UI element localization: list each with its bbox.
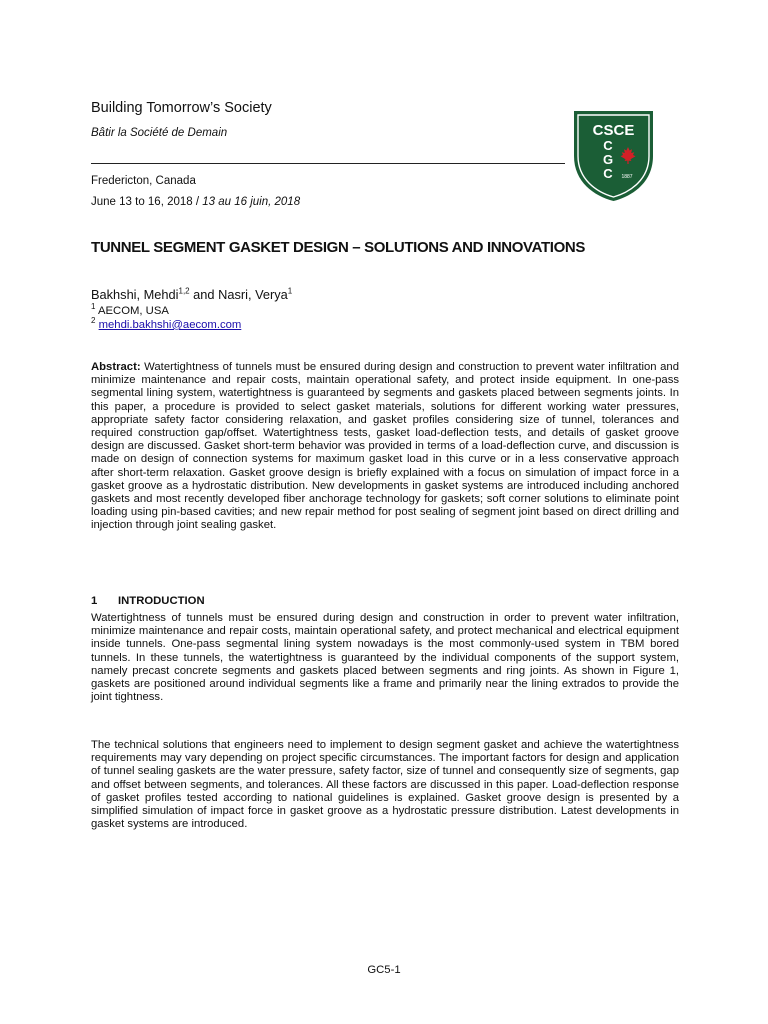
section-heading-introduction [91, 595, 205, 607]
author-separator: and [189, 287, 219, 302]
conference-location: Fredericton, Canada [91, 175, 196, 187]
conference-title: Building Tomorrow’s Society [91, 100, 272, 116]
affiliation-2-marker: 2 [91, 316, 96, 326]
intro-paragraph-1: Watertightness of tunnels must be ensured during design and construction in order to prevent water infiltration, minimize maintenance and repair costs, maintain operational safety, and protect mechanical and electrical equipment inside tunnels. One-pass segmental lining system nowadays is the most commonly-used system in TBM bored tunnels. In these tunnels, the watertightness is guaranteed by the individual components of the support system, namely precast concrete segments and gaskets placed between segments and ring joints. As shown in Figure 1, gaskets are positioned around individual segments like a frame and primarily near the lining extrados to provide the joint tightness. [91, 612, 679, 704]
author-2: Nasri, Verya [218, 287, 288, 302]
abstract-text: Watertightness of tunnels must be ensured during design and construction to prevent water infiltration and minimize maintenance and repair costs, maintain operational safety, and protect inside equipment. In one-pass segmental lining system, watertightness is guaranteed by segments and gaskets placed between segments joints. In this paper, a procedure is provided to select gasket materials, solutions for different working water pressures, appropriate safety factor considering relaxation, and gasket profiles considering size of tunnel, tolerances and required construction gap/offset. Watertightness tests, gasket load-deflection tests, and details of gasket groove design are discussed. Gasket short-term behavior was provided in terms of a load-deflection curve, and discussion is made on design of connection systems for maximum gasket load in this curve or in a less conservative approach after short-term relaxation. Gasket groove design is briefly explained with a focus on simulation of impact force in a gasket groove as a hydrostatic distribution. New developments in gasket systems are introduced including anchored gaskets and most recently developed fiber anchorage technology for gaskets; soft corner solutions to eliminate point loading using pin-based cavities; and new repair method for post sealing of segment joint based on direct drilling and injection through joint sealing gasket. [91, 361, 679, 532]
affiliation-2 [91, 316, 242, 331]
logo-letter-g: G [602, 152, 614, 167]
intro-paragraph-2: The technical solutions that engineers need to implement to design segment gasket and achieve the watertightness requirements may vary depending on project specific circumstances. The important factors for design and application of tunnel sealing gaskets are the water pressure, safety factor, size of tunnel and consequently size of segments, gap and offset between segments, and tolerances. All these factors are discussed in this paper. Load-deflection response of gasket profiles tested according to national guidelines is explained. Gasket groove design is presented by a simplified simulation of impact force in gasket groove as a hydrostatic pressure distribution. Latest developments in gasket systems are introduced. [91, 739, 679, 831]
affiliation-1-marker: 1 [91, 302, 96, 312]
logo-letter-c2: C [603, 166, 613, 181]
section-number: 1 [91, 595, 98, 607]
author-2-affil-marker: 1 [287, 286, 293, 296]
logo-letter-c: C [603, 138, 613, 153]
author-1-affil-marker: 1,2 [178, 286, 190, 296]
abstract-paragraph [91, 361, 679, 533]
dates-english: June 13 to 16, 2018 [91, 196, 193, 208]
page-number: GC5-1 [367, 964, 401, 976]
author-line [91, 287, 292, 302]
affiliation-1 [91, 302, 169, 317]
section-title: INTRODUCTION [118, 595, 205, 607]
author-email-link[interactable]: mehdi.bakhshi@aecom.com [98, 319, 242, 331]
dates-separator: / [192, 196, 203, 208]
csce-logo-icon [571, 108, 656, 203]
author-1: Bakhshi, Mehdi [91, 287, 179, 302]
dates-french: 13 au 16 juin, 2018 [202, 196, 301, 208]
header-divider [91, 163, 565, 164]
paper-title: TUNNEL SEGMENT GASKET DESIGN – SOLUTIONS AND INNOVATIONS [91, 239, 586, 256]
conference-dates [91, 196, 300, 208]
conference-subtitle: Bâtir la Société de Demain [91, 127, 228, 139]
abstract-label: Abstract: [91, 361, 141, 373]
affiliation-1-text: AECOM, USA [95, 305, 169, 317]
logo-year: 1887 [621, 174, 633, 180]
logo-text-csce: CSCE [592, 122, 635, 139]
